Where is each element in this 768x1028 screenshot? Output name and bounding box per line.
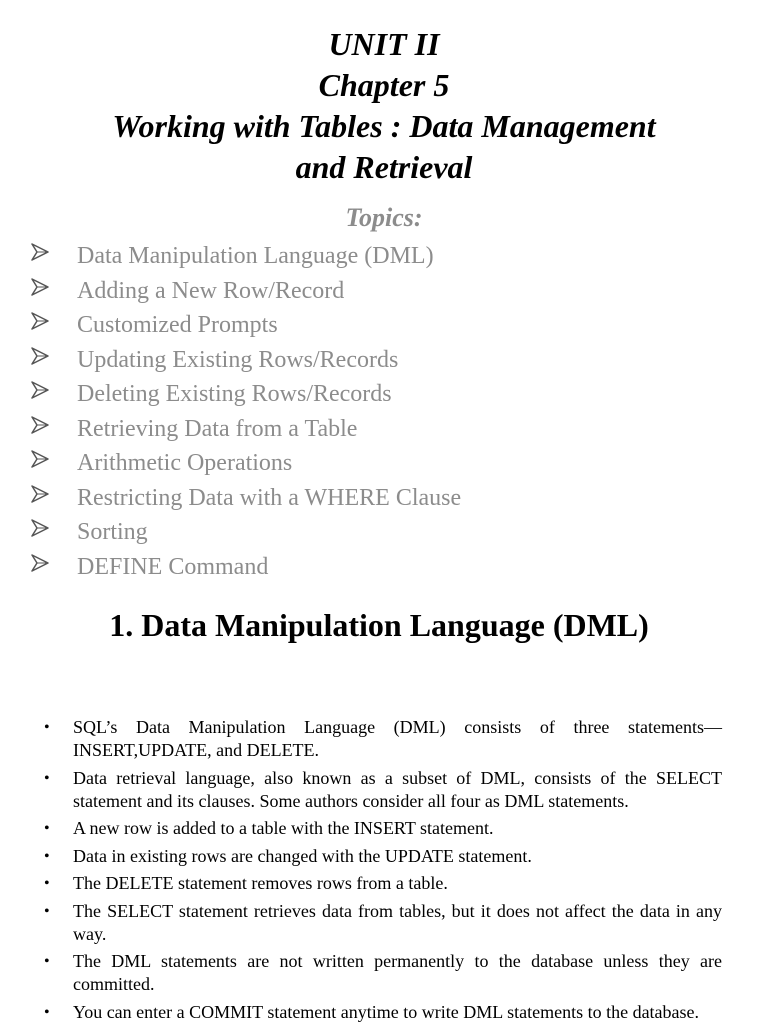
topic-item	[0, 481, 768, 516]
topic-label: Sorting	[77, 519, 148, 545]
topic-label: Restricting Data with a WHERE Clause	[77, 484, 462, 511]
bullet-item	[44, 1001, 722, 1024]
arrow-bullet-icon	[30, 346, 50, 366]
bullet-item	[44, 716, 722, 762]
bullet-item	[44, 872, 722, 895]
title-unit: UNIT II	[328, 26, 440, 62]
bullet-text: A new row is added to a table with the INSERT statement.	[73, 818, 494, 838]
topic-item	[0, 274, 768, 309]
bullet-text: The SELECT statement retrieves data from tables, but it does not affect the data in any way.	[73, 900, 722, 944]
arrow-bullet-icon	[30, 242, 50, 262]
topic-item	[0, 515, 768, 550]
title-topic-line1: Working with Tables : Data Management	[112, 108, 656, 144]
bullet-dot-icon: •	[44, 953, 50, 970]
arrow-bullet-icon	[30, 277, 50, 297]
arrow-bullet-icon	[30, 311, 50, 331]
bullet-text: The DELETE statement removes rows from a table.	[73, 873, 448, 893]
topic-label: Updating Existing Rows/Records	[77, 346, 399, 373]
arrow-bullet-icon	[30, 553, 50, 573]
arrow-bullet-icon	[30, 449, 50, 469]
bullet-dot-icon: •	[44, 719, 50, 736]
bullet-text: Data in existing rows are changed with the UPDATE statement.	[73, 845, 532, 866]
topic-item	[0, 308, 768, 343]
bullet-text: SQL’s Data Manipulation Language (DML) consists of three statements— INSERT,UPDATE, and DELETE.	[73, 717, 722, 760]
bullet-text: The DML statements are not written permanently to the database unless they are committed.	[73, 951, 722, 994]
topics-list	[0, 239, 768, 578]
topic-item	[0, 550, 768, 579]
topic-item	[0, 412, 768, 447]
topic-label: Arithmetic Operations	[77, 450, 293, 476]
topic-item	[0, 239, 768, 274]
bullet-item	[44, 950, 722, 996]
topic-item	[0, 343, 768, 378]
topic-label: Adding a New Row/Record	[77, 277, 345, 304]
bullet-item	[44, 900, 722, 946]
bullet-dot-icon: •	[44, 875, 50, 892]
bullet-dot-icon: •	[44, 1003, 50, 1021]
title-chapter: Chapter 5	[318, 67, 450, 103]
topic-label: Retrieving Data from a Table	[77, 415, 358, 442]
topic-item	[0, 446, 768, 481]
topic-label: DEFINE Command	[77, 553, 269, 578]
topics-heading: Topics:	[345, 203, 423, 232]
arrow-bullet-icon	[30, 518, 50, 538]
bullet-item	[44, 767, 722, 813]
bullet-dot-icon: •	[44, 847, 50, 865]
topic-label: Data Manipulation Language (DML)	[77, 243, 434, 269]
section-heading: 1. Data Manipulation Language (DML)	[109, 607, 649, 643]
bullet-dot-icon: •	[44, 820, 50, 837]
arrow-bullet-icon	[30, 484, 50, 504]
bullet-dot-icon: •	[44, 902, 50, 920]
topic-label: Customized Prompts	[77, 312, 278, 338]
title-topic-line2: and Retrieval	[295, 149, 473, 185]
topic-label: Deleting Existing Rows/Records	[77, 381, 392, 407]
arrow-bullet-icon	[30, 415, 50, 435]
bullet-text: Data retrieval language, also known as a subset of DML, consists of the SELECT statement and its clauses. Some authors consider all four as DML statements.	[73, 767, 722, 811]
bullet-item	[44, 817, 722, 840]
bullet-text: You can enter a COMMIT statement anytime to write DML statements to the database.	[73, 1001, 700, 1022]
slide-title	[0, 24, 768, 188]
topic-item	[0, 377, 768, 412]
bullet-list	[0, 716, 768, 1028]
arrow-bullet-icon	[30, 380, 50, 400]
bullet-item	[44, 845, 722, 868]
bullet-dot-icon: •	[44, 769, 50, 787]
